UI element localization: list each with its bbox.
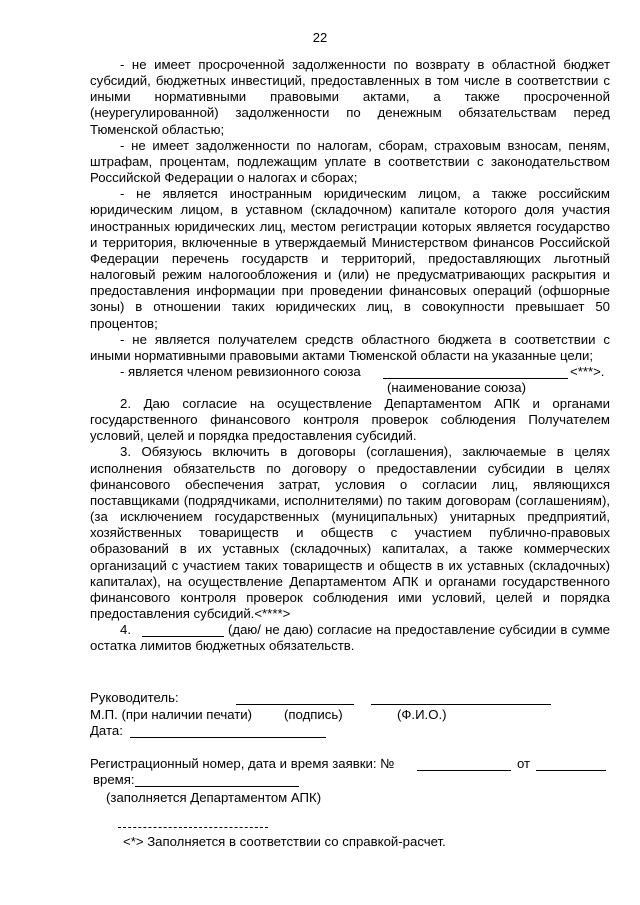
registration-note: (заполняется Департаментом АПК) (106, 790, 322, 805)
registration-from-label: от (517, 756, 531, 771)
consent-number: 4. (120, 622, 131, 638)
registration-time-label: время: (93, 772, 135, 787)
condition-no-tax-debt: - не имеет задолженности по налогам, сборам, страховым взносам, пеням, штрафам, процентам, подлежащим уплате в соответствии с законодательством Российской Федерации о налогах и сборах; (90, 137, 610, 186)
registration-number-field[interactable] (417, 756, 511, 771)
condition-no-overdue-debt: - не имеет просроченной задолженности по возврату в областной бюджет субсидий, бюджетных инвестиций, предоставленных в том числе в соответствии с иными нормативными правовыми актами, а также просроченной (неурегулированной) задолженности по денежным обязательствам перед Тюменской областью; (90, 57, 610, 137)
obligation-contracts: 3. Обязуюсь включить в договоры (соглашения), заключаемые в целях исполнения обязательств по договору о предоставлении субсидии в целях финансового обеспечения затрат, условия о согласии лиц, являющихся поставщиками (подрядчиками, исполнителями) по таким договорам (соглашениям), (за исключением государственных (муниципальных) унитарных предприятий, хозяйственных товариществ и обществ с участием публично-правовых образований в их уставных (складочных) капиталах, а также коммерческих организаций с участием таких товариществ и обществ в их уставных (складочных) капиталах), на осуществление Департаментом АПК и органами государственного финансового контроля проверок соблюдения ими условий, целей и порядка предоставления субсидий.<****> (90, 444, 610, 621)
registration-date-field[interactable] (536, 756, 606, 771)
consent-inspection: 2. Даю согласие на осуществление Департаментом АПК и органами государственного финансового контроля проверок соблюдения Получателем условий, целей и порядка предоставления субсидий. (90, 395, 610, 444)
sign-label: (подпись) (284, 707, 343, 722)
stamp-label: М.П. (при наличии печати) (90, 707, 253, 722)
condition-not-foreign-entity: - не является иностранным юридическим лицом, а также российским юридическим лицом, в уставном (складочном) капитале которого доля участия иностранных юридических лиц, местом регистрации которых является государство и территория, включенные в утверждаемый Министерством финансов Российской Федерации перечень государств и территорий, предоставляющих льготный налоговый режим налогообложения и (или) не предусматривающих раскрытия и предоставления информации при проведении финансовых операций (офшорные зоны) в отношении таких юридических лиц, в совокупности превышает 50 процентов; (90, 186, 610, 331)
page-number: 22 (312, 30, 328, 45)
footnote-separator (118, 827, 268, 828)
condition-not-budget-recipient: - не является получателем средств областного бюджета в соответствии с иными нормативными правовыми актами Тюменской области на указанные цели; (90, 331, 610, 363)
audit-union-row (90, 364, 610, 380)
fio-field[interactable] (371, 690, 551, 705)
footnote: <*> Заполняется в соответствии со справкой-расчет. (123, 834, 446, 849)
audit-union-caption-row (90, 380, 610, 396)
application-body (90, 57, 610, 654)
fio-label: (Ф.И.О.) (397, 707, 447, 722)
date-label: Дата: (90, 723, 123, 738)
registration-time-field[interactable] (135, 772, 299, 787)
audit-union-suffix: <***>. (570, 363, 605, 379)
audit-union-text: - является членом ревизионного союза (120, 363, 361, 379)
date-field[interactable] (130, 723, 326, 738)
registration-label: Регистрационный номер, дата и время заявки: № (90, 756, 395, 771)
signature-field[interactable] (236, 690, 354, 705)
consent-choice-field[interactable] (142, 623, 224, 637)
consent-row (90, 622, 610, 638)
consent-text: (даю/ не даю) согласие на предоставление субсидии в сумме остатка лимитов бюджетных обязательств. (90, 622, 610, 654)
head-label: Руководитель: (90, 690, 179, 705)
audit-union-name-field[interactable] (383, 365, 568, 379)
audit-union-caption: (наименование союза) (387, 379, 526, 395)
